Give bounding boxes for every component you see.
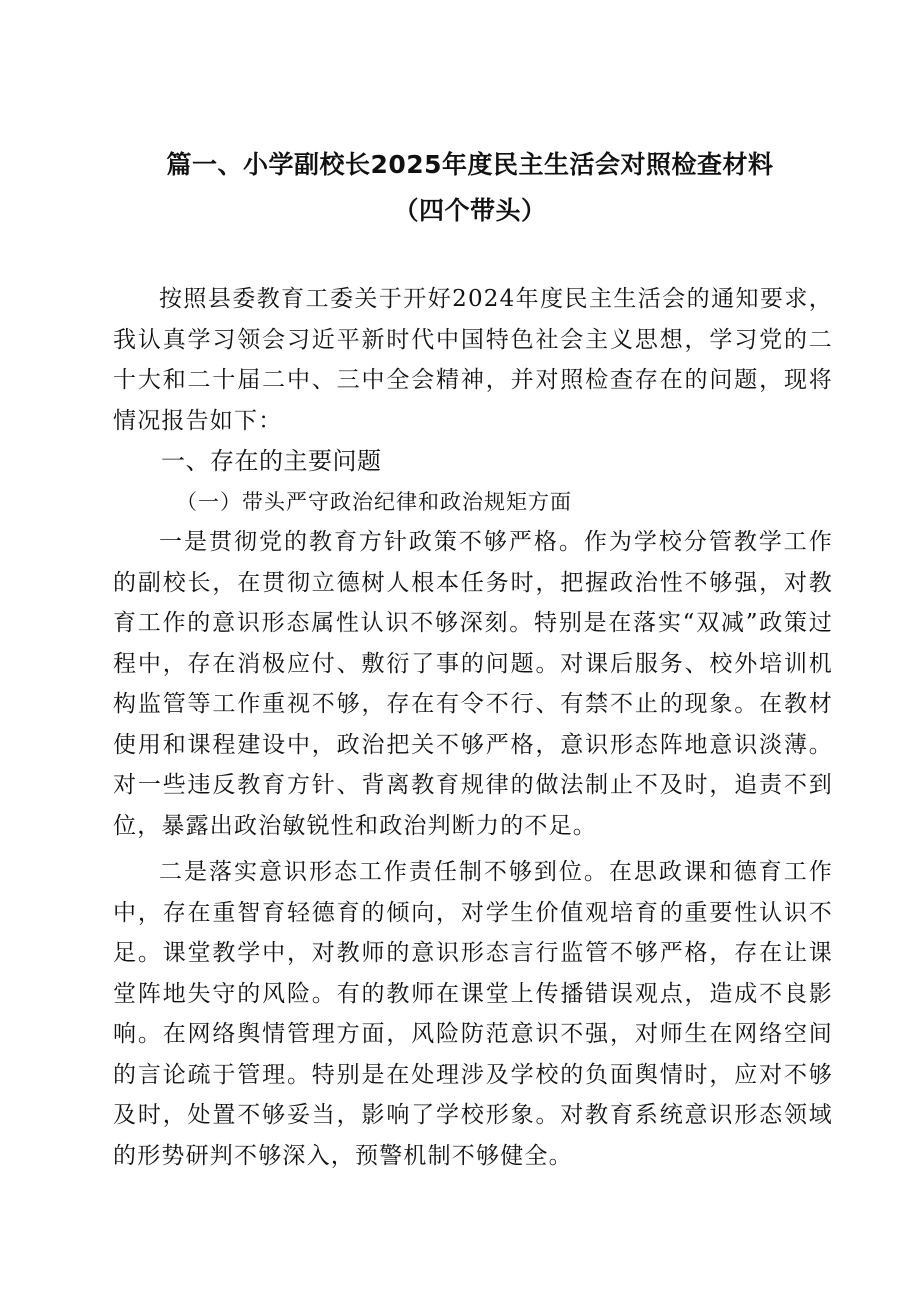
body-paragraph-1: 一是贯彻党的教育方针政策不够严格。作为学校分管教学工作的副校长，在贯彻立德树人根本任务时，把握政治性不够强，对教育工作的意识形态属性认识不够深刻。特别是在落实“双减”政策过程中，存在消极应付、敷衍了事的问题。对课后服务、校外培训机构监管等工作重视不够，存在有令不行、有禁不止的现象。在教材使用和课程建设中，政治把关不够严格，意识形态阵地意识淡薄。对一些违反教育方针、背离教育规律的做法制止不及时，追责不到位，暴露出政治敏锐性和政治判断力的不足。 (113, 529, 833, 839)
body-paragraph-2: 二是落实意识形态工作责任制不够到位。在思政课和德育工作中，存在重智育轻德育的倾向，对学生价值观培育的重要性认识不足。课堂教学中，对教师的意识形态言行监管不够严格，存在让课堂阵地失守的风险。有的教师在课堂上传播错误观点，造成不良影响。在网络舆情管理方面，风险防范意识不强，对师生在网络空间的言论疏于管理。特别是在处理涉及学校的负面舆情时，应对不够及时，处置不够妥当，影响了学校形象。对教育系统意识形态领域的形势研判不够深入，预警机制不够健全。 (113, 859, 833, 1169)
intro-paragraph: 按照县委教育工委关于开好2024年度民主生活会的通知要求，我认真学习领会习近平新时代中国特色社会主义思想，学习党的二十大和二十届二中、三中全会精神，并对照检查存在的问题，现将情况报告如下： (113, 286, 833, 434)
section-heading: 一、存在的主要问题 (161, 447, 382, 475)
document-title: 篇一、小学副校长2025年度民主生活会对照检查材料（四个带头） (166, 150, 774, 225)
subsection-heading: （一）带头严守政治纪律和政治规矩方面 (176, 489, 572, 514)
document-body (113, 279, 833, 1176)
